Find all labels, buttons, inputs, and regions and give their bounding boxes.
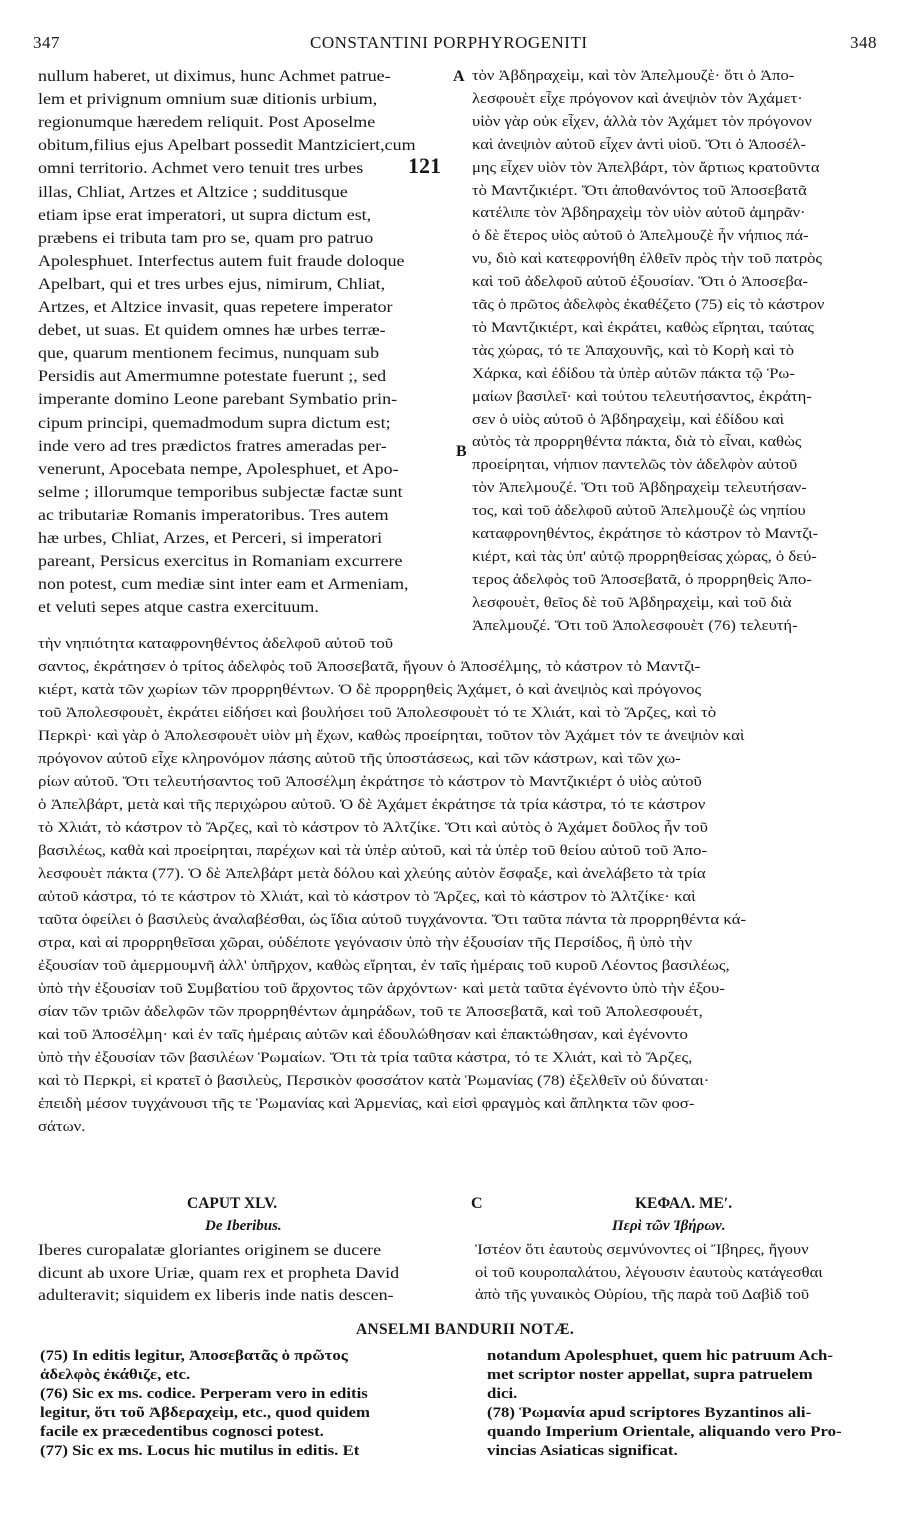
greek-line: βασιλέως, καθὰ καὶ προείρηται, παρέχων καὶ τὰ ὑπὲρ αὐτοῦ, καὶ τὰ ὑπὲρ τοῦ θείου αὐτοῦ τοῦ Ἀπο- — [38, 843, 708, 859]
greek-line: ὑπὸ τὴν ἐξουσίαν τοῦ Συμβατίου τοῦ ἄρχοντος τῶν ἀρχόντων· καὶ μετὰ ταῦτα ἐγένοντο ὑπὸ τὴν ἐξου- — [38, 981, 725, 997]
latin-line: præbens ei tributa tam pro se, quam pro patruo — [38, 229, 374, 247]
greek-line: λεσφουὲτ πάκτα (77). Ὁ δὲ Ἀπελβάρτ μετὰ δόλου καὶ χλεύης αὐτὸν ἔσφαξε, καὶ ἀνελάβετο τὰ τρία — [38, 866, 706, 882]
note-line: quando Imperium Orientale, aliquando vero Pro- — [487, 1424, 842, 1440]
latin-line: obitum,filius ejus Apelbart possedit Mantziciert,cum — [38, 137, 416, 155]
latin-line: non potest, cum mediæ sint inter eam et Armeniam, — [38, 576, 409, 594]
note-line: ἀδελφὸς ἐκάθιζε, etc. — [40, 1367, 191, 1383]
greek-line: καταφρονηθέντος, ἐκράτησε τὸ κάστρον τὸ Μαντζι- — [472, 526, 819, 542]
note-line: (76) Sic ex ms. codice. Perperam vero in editis — [40, 1386, 368, 1402]
greek-line: σαντος, ἐκράτησεν ὁ τρίτος ἀδελφὸς τοῦ Ἀποσεβατᾶ, ἤγουν ὁ Ἀποσέλμης, τὸ κάστρον τὸ Μαντζι- — [38, 659, 701, 675]
greek-line: σάτων. — [38, 1119, 86, 1135]
latin-line: nullum haberet, ut diximus, hunc Achmet patrue- — [38, 68, 391, 85]
greek-line: ταῦτα ὀφείλει ὁ βασιλεὺς ἀναλαβέσθαι, ὡς ἴδια αὐτοῦ τυγχάνοντα. Ὅτι ταῦτα πάντα τὰ προρρηθέντα κά- — [38, 912, 747, 928]
margin-mark-b: B — [456, 443, 467, 460]
greek-line: ἐξουσίαν τοῦ ἀμερμουμνῆ ἀλλ' ὑπῆρχον, καθὼς εἴρηται, ἐν ταῖς ἡμέραις τοῦ κυροῦ Λέοντος βασιλέως, — [38, 958, 730, 974]
greek-line: ὁ δὲ ἕτερος υἱὸς αὐτοῦ ὁ Ἀπελμουζὲ ἦν νήπιος πά- — [472, 228, 809, 245]
note-line: notandum Apolesphuet, quem hic patruum Ach- — [487, 1348, 833, 1364]
note-line: vincias Asiaticas significat. — [487, 1443, 678, 1459]
greek-line: καὶ ἀνεψιὸν αὐτοῦ εἶχεν ἀντὶ υἱοῦ. Ὅτι ὁ Ἀποσέλ- — [472, 136, 807, 153]
greek-line: κιέρτ, κατὰ τῶν χωρίων τῶν προρρηθέντων. Ὁ δὲ προρρηθεὶς Ἀχάμετ, ὁ καὶ ἀνεψιὸς καὶ πρόγονος — [38, 682, 702, 698]
chapter-heading-greek: ΚΕΦΑΛ. ΜΕʹ. — [635, 1195, 733, 1212]
latin-line: selme ; illorumque temporibus subjectæ factæ sunt — [38, 483, 403, 501]
chapter-subheading-latin: De Iberibus. — [205, 1218, 282, 1234]
greek-line: σίαν τῶν τριῶν ἀδελφῶν τῶν προρρηθέντων ἀμηράδων, τοῦ τε Ἀποσεβατᾶ, καὶ τοῦ Ἀπολεσφουέτ, — [38, 1004, 703, 1020]
greek-line: λεσφουὲτ εἶχε πρόγονον καὶ ἀνεψιὸν τὸν Ἀχάμετ· — [472, 90, 803, 107]
greek-line: λεσφουὲτ, θεῖος δὲ τοῦ Ἀβδηραχεὶμ, καὶ τοῦ διὰ — [472, 594, 792, 611]
greek-line: αὐτοῦ κάστρα, τό τε κάστρον τὸ Χλιάτ, καὶ τὸ κάστρον τὸ Ἄρζες, καὶ τὸ κάστρον τὸ Ἀλτζίκε· καὶ — [38, 889, 696, 905]
greek-line: τερος ἀδελφὸς τοῦ Ἀποσεβατᾶ, ὁ προρρηθεὶς Ἀπο- — [472, 571, 812, 588]
greek-line: τὸν Ἀπελμουζέ. Ὅτι τοῦ Ἀβδηραχεὶμ τελευτήσαν- — [472, 480, 807, 497]
greek-line: τὸ Χλιάτ, τὸ κάστρον τὸ Ἄρζες, καὶ τὸ κάστρον τὸ Ἀλτζίκε. Ὅτι καὶ αὐτὸς ὁ Ἀχάμετ δοῦλος ἦν τοῦ — [38, 820, 708, 836]
latin-line: inde vero ad tres prædictos fratres ameradas per- — [38, 437, 387, 455]
greek-line: Χάρκα, καὶ ἐδίδου τὰ ὑπὲρ αὐτῶν πάκτα τῷ Ῥω- — [472, 365, 795, 382]
latin-line: Apelbart, qui et tres urbes ejus, nimirum, Chliat, — [38, 275, 386, 293]
note-line: facile ex præcedentibus cognosci potest. — [40, 1424, 324, 1440]
greek-line: Περκρὶ· καὶ γὰρ ὁ Ἀπολεσφουὲτ υἱὸν μὴ ἔχων, καθὼς προείρηται, τοῦτον τὸν Ἀχάμετ τόν τε ἀνεψιὸν καὶ — [38, 728, 745, 744]
note-line: legitur, ὅτι τοῦ Ἀβδεραχεὶμ, etc., quod quidem — [40, 1405, 370, 1421]
running-title: CONSTANTINI PORPHYROGENITI — [310, 33, 588, 52]
greek-line: πρόγονον αὐτοῦ εἶχε κληρονόμον πάσης αὐτοῦ τῆς ὑποστάσεως, καὶ τῶν κάστρων, καὶ τῶν χω- — [38, 751, 681, 767]
latin-line: venerunt, Apocebata nempe, Apolesphuet, et Apo- — [38, 460, 399, 478]
latin-line: regionumque hæredem reliquit. Post Aposelme — [38, 114, 376, 132]
greek-line: μαίων βασιλεῖ· καὶ τούτου τελευτήσαντος, ἐκράτη- — [472, 388, 812, 405]
greek-line: ἐπειδὴ μέσον τυγχάνουσι τῆς τε Ῥωμανίας καὶ Ἀρμενίας, καὶ εἰσὶ φραγμὸς καὶ ἄπληκτα τῶν φοσ- — [38, 1096, 695, 1112]
latin-line: ac tributariæ Romanis imperatoribus. Tres autem — [38, 506, 389, 524]
greek-line: τὸ Μαντζικιέρτ, καὶ ἐκράτει, καθὼς εἴρηται, ταύτας — [472, 319, 814, 336]
latin-line: que, quarum mentionem fecimus, nunquam sub — [38, 345, 380, 363]
latin-line: etiam ipse erat imperatori, ut supra dictum est, — [38, 206, 372, 224]
greek-line: Ἰστέον ὅτι ἑαυτοὺς σεμνύνοντες οἱ Ἴβηρες, ἤγουν — [475, 1242, 809, 1258]
greek-line: κατέλιπε τὸν Ἀβδηραχεὶμ τὸν υἱὸν αὐτοῦ ἀμηρᾶν· — [472, 205, 806, 222]
greek-line: καὶ τὸ Περκρὶ, εἰ κρατεῖ ὁ βασιλεὺς, Περσικὸν φοσσάτον κατὰ Ῥωμανίας (78) ἐξελθεῖν οὐ δύναται· — [38, 1073, 710, 1089]
note-line: (75) In editis legitur, Ἀποσεβατᾶς ὁ πρῶτος — [40, 1348, 348, 1364]
greek-line: κιέρτ, καὶ τὰς ὑπ' αὐτῷ προρρηθείσας χώρας, ὁ δεύ- — [472, 548, 817, 565]
latin-line: lem et privignum omnium suæ ditionis urbium, — [38, 91, 378, 109]
greek-line: τὴν νηπιότητα καταφρονηθέντος ἀδελφοῦ αὐτοῦ τοῦ — [38, 636, 394, 652]
greek-line: Ἀπελμουζέ. Ὅτι τοῦ Ἀπολεσφουὲτ (76) τελευτή- — [472, 617, 798, 634]
greek-line: ὁ Ἀπελβάρτ, μετὰ καὶ τῆς περιχώρου αὐτοῦ. Ὁ δὲ Ἀχάμετ ἐκράτησε τὰ τρία κάστρα, τό τε κάστρον — [38, 797, 706, 813]
greek-line: σεν ὁ υἱὸς αὐτοῦ ὁ Ἀβδηραχεὶμ, καὶ ἐδίδου καὶ — [472, 411, 785, 428]
greek-line: ρίων αὐτοῦ. Ὅτι τελευτήσαντος τοῦ Ἀποσέλμη ἐκράτησε τὸ κάστρον τὸ Μαντζικιέρτ ὁ υἱὸς αὐτοῦ — [38, 774, 702, 790]
note-line: dici. — [487, 1386, 518, 1402]
greek-line: νυ, διὸ καὶ κατεφρονήθη ἐλθεῖν πρὸς τὴν τοῦ πατρὸς — [472, 251, 822, 268]
section-number: 121 — [408, 153, 441, 178]
latin-line: adulteravit; siquidem ex liberis inde natis descen- — [38, 1287, 394, 1304]
greek-line: καὶ τοῦ Ἀποσέλμη· καὶ ἐν ταῖς ἡμέραις αὐτῶν καὶ ἐδουλώθησαν καὶ ἐπακτώθησαν, καὶ ἐγένοντο — [38, 1027, 688, 1043]
latin-line: illas, Chliat, Artzes et Altzice ; sudditusque — [38, 183, 348, 201]
latin-line: debet, ut suas. Et quidem omnes hæ urbes terræ- — [38, 322, 386, 340]
greek-line: υἱὸν γὰρ οὐκ εἶχεν, ἀλλὰ τὸν Ἀχάμετ τὸν πρόγονον — [472, 113, 812, 130]
latin-line: et veluti sepes atque castra exercituum. — [38, 599, 319, 617]
chapter-heading-latin: CAPUT XLV. — [187, 1195, 278, 1212]
greek-line: ὑπὸ τὴν ἐξουσίαν τῶν βασιλέων Ῥωμαίων. Ὅτι τὰ τρία ταῦτα κάστρα, τό τε Χλιάτ, καὶ τὸ Ἄρζες, — [38, 1050, 693, 1066]
greek-line: τᾶς ὁ πρῶτος ἀδελφὸς ἐκαθέζετο (75) εἰς τὸ κάστρον — [472, 297, 825, 313]
latin-line: cipum principi, quemadmodum supra dictum est; — [38, 414, 391, 432]
greek-line: προείρηται, νήπιον παντελῶς τὸν ἀδελφὸν αὐτοῦ — [472, 457, 798, 474]
page-number-right: 348 — [850, 33, 877, 52]
latin-line: Apolesphuet. Interfectus autem fuit fraude doloque — [38, 252, 405, 270]
greek-line: τὰς χώρας, τό τε Ἀπαχουνῆς, καὶ τὸ Κορὴ καὶ τὸ — [472, 342, 795, 359]
greek-line: τὸν Ἀβδηραχεὶμ, καὶ τὸν Ἀπελμουζὲ· ὅτι ὁ Ἀπο- — [472, 68, 795, 84]
greek-line: αὐτὸς τὰ προρρηθέντα πάκτα, διὰ τὸ εἶναι, καθὼς — [472, 434, 802, 451]
notes-heading: ANSELMI BANDURII NOTÆ. — [356, 1321, 575, 1338]
latin-line: dicunt ab uxore Uriæ, quam rex et propheta David — [38, 1264, 400, 1282]
greek-line: καὶ τοῦ ἀδελφοῦ αὐτοῦ ἐξουσίαν. Ὅτι ὁ Ἀποσεβα- — [472, 274, 808, 291]
latin-line: Artzes, et Altzice invasit, quas repetere imperator — [38, 299, 393, 316]
note-line: (77) Sic ex ms. Locus hic mutilus in editis. Et — [40, 1443, 360, 1459]
latin-line: omni territorio. Achmet vero tenuit tres urbes — [38, 160, 364, 178]
note-line: (78) Ῥωμανία apud scriptores Byzantinos ali- — [487, 1405, 812, 1421]
latin-line: hæ urbes, Chliat, Arzes, et Perceri, si imperatori — [38, 530, 383, 547]
margin-mark-a: A — [453, 68, 465, 85]
chapter-subheading-greek: Περὶ τῶν Ἰβήρων. — [612, 1218, 726, 1234]
latin-line: Iberes curopalatæ gloriantes originem se ducere — [38, 1242, 382, 1259]
margin-mark-c: C — [471, 1195, 483, 1212]
greek-line: τὸ Μαντζικιέρτ. Ὅτι ἀποθανόντος τοῦ Ἀποσεβατᾶ — [472, 182, 807, 199]
latin-line: pareant, Persicus exercitus in Romaniam excurrere — [38, 553, 403, 571]
greek-line: τοῦ Ἀπολεσφουὲτ, ἐκράτει εἰδήσει καὶ βουλήσει τοῦ Ἀπολεσφουὲτ τό τε Χλιάτ, καὶ τὸ Ἄρζες, καὶ τὸ — [38, 705, 717, 721]
greek-line: μης εἶχεν υἱὸν τὸν Ἀπελβάρτ, τὸν ἄρτιως κρατοῦντα — [472, 159, 820, 176]
greek-line: τος, καὶ τοῦ ἀδελφοῦ αὐτοῦ Ἀπελμουζὲ ὡς νηπίου — [472, 503, 806, 520]
greek-line: στρα, καὶ αἱ προρρηθεῖσαι χῶραι, οὐδέποτε γεγόνασιν ὑπὸ τὴν ἐξουσίαν τῆς Περσίδος, ἢ ὑπὸ τὴν — [38, 935, 693, 951]
greek-line: οἱ τοῦ κουροπαλάτου, λέγουσιν ἑαυτοὺς κατάγεσθαι — [475, 1264, 823, 1281]
note-line: met scriptor noster appellat, supra patruelem — [487, 1367, 813, 1383]
latin-line: imperante domino Leone parebant Symbatio prin- — [38, 391, 398, 409]
greek-line: ἀπὸ τῆς γυναικὸς Οὐρίου, τῆς παρὰ τοῦ Δαβὶδ τοῦ — [475, 1287, 810, 1303]
latin-line: Persidis aut Amermumne potestate fuerunt ;, sed — [38, 368, 387, 386]
page-number-left: 347 — [33, 33, 60, 52]
